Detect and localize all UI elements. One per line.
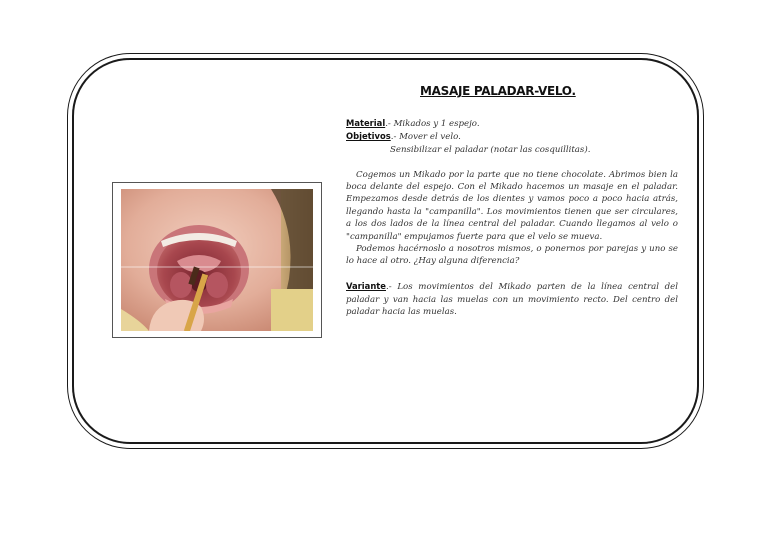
material-line bbox=[346, 117, 678, 130]
page-title: MASAJE PALADAR-VELO. bbox=[420, 84, 576, 98]
instructions-paragraph-2: Podemos hacérnoslo a nosotros mismos, o ponernos por parejas y uno se lo hace al otro. ¿Hay alguna diferencia? bbox=[346, 244, 678, 267]
material-label: Material bbox=[346, 118, 386, 128]
objetivos-text: .- Mover el velo. bbox=[390, 132, 461, 143]
instructions-paragraph-1: Cogemos un Mikado por la parte que no tiene chocolate. Abrimos bien la boca delante del espejo. Con el Mikado hacemos un masaje en el paladar. Empezamos desde detrás de los dientes y vamos poco a poco hacia atrás, llegando hasta la "campanilla". Los movimientos tienen que ser circulares, a los dos lados de la línea central del paladar. Cuando llegamos al velo o "campanilla" empujamos fuerte para que el velo se mueva. bbox=[346, 169, 678, 242]
photo-frame bbox=[112, 182, 322, 338]
objetivos-line bbox=[346, 130, 678, 143]
material-text: .- Mikados y 1 espejo. bbox=[385, 119, 480, 129]
variante-label: Variante bbox=[346, 281, 386, 292]
open-mouth-photo bbox=[121, 189, 313, 331]
instructions-text bbox=[346, 117, 678, 318]
objetivos-label: Objetivos bbox=[346, 131, 391, 142]
variante-text: .- Los movimientos del Mikado parten de la línea central del paladar y van hacia las muelas con un movimiento recto. Del centro del paladar hacia las muelas. bbox=[346, 282, 678, 318]
objetivos-line-2: Sensibilizar el paladar (notar las cosquillitas). bbox=[390, 144, 591, 155]
variante-line bbox=[346, 280, 678, 318]
